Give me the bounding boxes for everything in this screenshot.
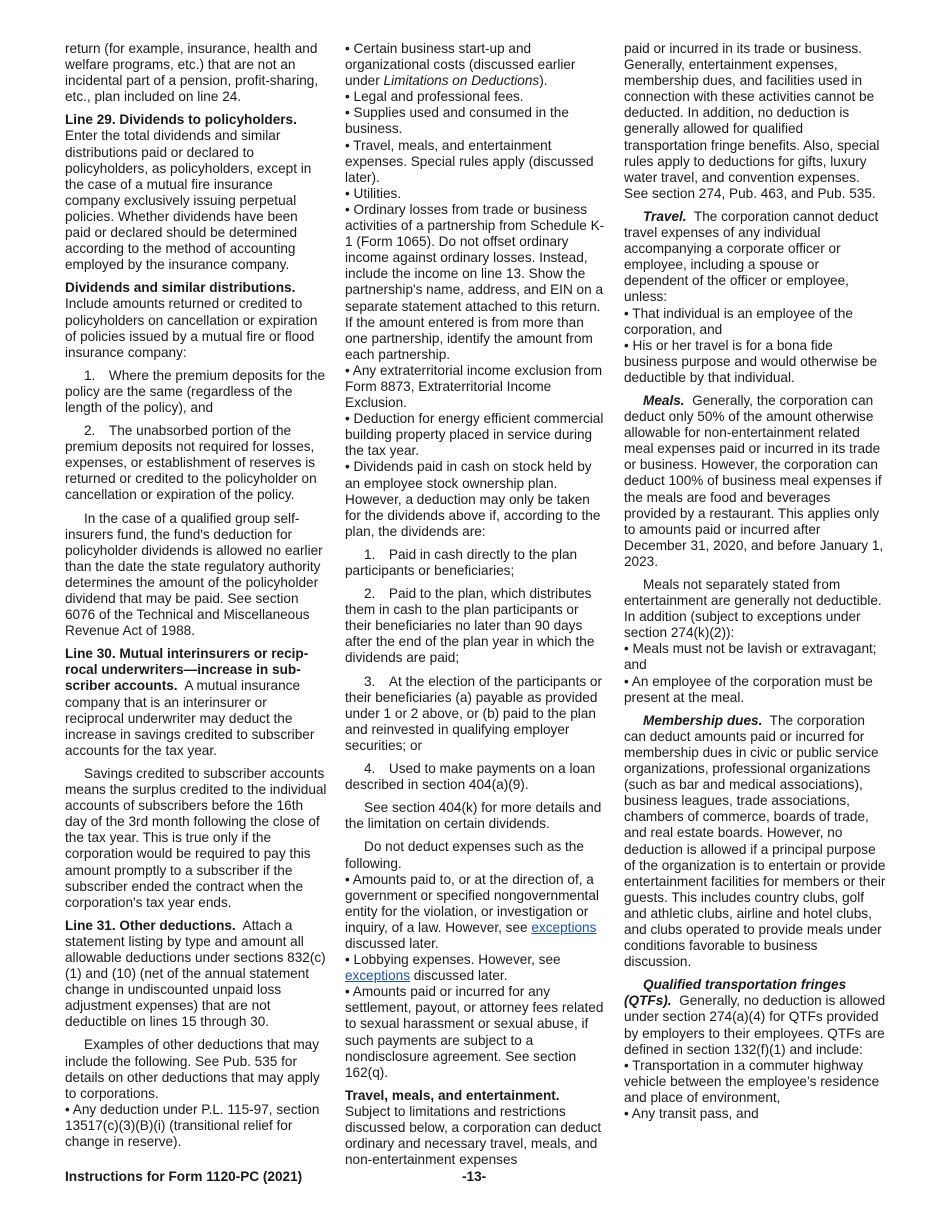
bullet-item: • An employee of the corporation must be present at the meal. (624, 673, 873, 705)
bullet-item: • His or her travel is for a bona fide business purpose and would otherwise be deductible by that individual. (624, 337, 878, 385)
line-31-body: Attach a statement listing by type and amount all allowable deductions under sections 832(c)(1) and (10) (net of the annual statement change in undiscounted unpaid loss adjustment expenses) that are not deductible on lines 15 through 30. (65, 917, 326, 1030)
numbered-item: 2. The unabsorbed portion of the premium deposits not required for losses, expenses, or establishment of reserves is returned or credited to the policyholder on cancellation or expiration of the policy. (65, 423, 317, 503)
bullet-item: • Supplies used and consumed in the business. (345, 105, 569, 137)
paragraph: paid or incurred in its trade or business. Generally, entertainment expenses, membership dues, and facilities used in connection with these activities cannot be deducted. In addition, no deduction is generally allowed for qualified transportation fringe benefits. Also, special rules apply to deductions for gifts, luxury water travel, and convention expenses. See section 274, Pub. 463, and Pub. 535. (624, 41, 880, 201)
paragraph: Meals not separately stated from entertainment are generally not deductible. In addition (subject to exceptions under section 274(k)(2)): (624, 577, 882, 641)
line-29-section (65, 112, 327, 273)
text: • Certain business start-up and organizational costs (discussed earlier under (345, 41, 576, 89)
text: • Lobbying expenses. However, see (345, 952, 561, 968)
travel-section (624, 209, 886, 306)
qtf-section (624, 977, 886, 1057)
paragraph: In the case of a qualified group self-insurers fund, the fund's deduction for policyholder dividends is allowed no earlier than the date the state regulatory authority determines the amount of the policyholder dividend that may be paid. See section 6076 of the Technical and Miscellaneous Revenue Act of 1988. (65, 510, 323, 639)
line-30-section (65, 646, 327, 759)
numbered-item: 3. At the election of the participants or their beneficiaries (a) payable as provided under 1 or 2 above, or (b) paid to the plan and reinvested in qualifying employer securities; or (345, 673, 603, 753)
line-29-heading: Line 29. Dividends to policyholders. (65, 112, 297, 128)
exceptions-link[interactable]: exceptions (531, 919, 597, 935)
paragraph: return (for example, insurance, health and welfare programs, etc.) that are not an incidental part of a pension, profit-sharing, etc., plan included on line 24. (65, 41, 319, 105)
meals-body: Generally, the corporation can deduct only 50% of the amount otherwise allowable for non-entertainment related meal expenses paid or incurred in its trade or business. However, the corporation can deduct 100% of business meal expenses if the meals are food and beverages provided by a restaurant. This applies only to amounts paid or incurred after December 31, 2020, and before January 1, 2023. (624, 392, 884, 569)
bullet-item: • Dividends paid in cash on stock held by an employee stock ownership plan. However, a deduction may only be taken for the dividends above if, according to the plan, the dividends are: (345, 459, 601, 539)
travel-meals-heading: Travel, meals, and entertainment. (345, 1087, 560, 1103)
form-title: Instructions for Form 1120-PC (2021) (65, 1169, 303, 1184)
bullet-item (345, 952, 607, 984)
line-31-heading: Line 31. Other deductions. (65, 917, 236, 933)
travel-body: The corporation cannot deduct travel expenses of any individual accompanying a corporate officer or employee, including a spouse or dependent of the officer or employee, unless: (624, 208, 879, 305)
bullet-item: • Deduction for energy efficient commercial building property placed in service during the tax year. (345, 411, 604, 459)
bullet-item: • Utilities. (345, 185, 402, 201)
numbered-item: 1. Where the premium deposits for the policy are the same (regardless of the length of the policy), and (65, 367, 326, 415)
line-29-body: Enter the total dividends and similar distributions paid or declared to policyholders, as policyholders, except in the case of a mutual fire insurance company exclusively issuing perpetual policies. Whether dividends have been paid or declared should be determined according to the method of accounting employed by the insurance company. (65, 128, 312, 273)
page-footer (65, 1169, 885, 1187)
dividends-section (65, 280, 327, 360)
qtf-heading: Qualified transportation fringes (QTFs). (624, 977, 847, 1009)
meals-section (624, 393, 886, 570)
column-left (65, 41, 327, 1157)
dividends-heading: Dividends and similar distributions. (65, 280, 296, 296)
travel-heading: Travel. (643, 208, 687, 224)
travel-meals-section (345, 1088, 607, 1168)
bullet-item: • Legal and professional fees. (345, 89, 524, 105)
line-31-section (65, 918, 327, 1031)
qtf-body: Generally, no deduction is allowed under section 274(a)(4) for QTFs provided by employers to their employees. QTFs are defined in section 132(f)(1) and include: (624, 993, 886, 1057)
text: • Amounts paid to, or at the direction of, a government or specified nongovernmental entity for the violation, or investigation or inquiry, of a law. However, see (345, 871, 599, 935)
text: ). (539, 73, 548, 89)
paragraph: See section 404(k) for more details and the limitation on certain dividends. (345, 800, 602, 832)
paragraph: Savings credited to subscriber accounts means the surplus credited to the individual accounts of subscribers before the 16th day of the 3rd month following the close of the tax year. This is true only if the corporation would be required to pay this amount promptly to a subscriber if the subscriber ended the contract when the corporation's tax year ends. (65, 765, 327, 910)
membership-dues-body: The corporation can deduct amounts paid or incurred for membership dues in civic or public service organizations, professional organizations (such as bar and medical associations), business leagues, trade associations, chambers of commerce, boards of trade, and real estate boards. However, no deduction is allowed if a principal purpose of the organization is to entertain or provide entertainment facilities for members or their guests. This includes country clubs, golf and athletic clubs, airline and hotel clubs, and clubs operated to provide meals under conditions favorable to business discussion. (624, 712, 886, 970)
membership-dues-section (624, 713, 886, 971)
numbered-item: 2. Paid to the plan, which distributes them in cash to the plan participants or their beneficiaries no later than 90 days after the end of the plan year in which the dividends are paid; (345, 586, 595, 666)
bullet-item: • That individual is an employee of the corporation, and (624, 305, 853, 337)
bullet-item: • Travel, meals, and entertainment expenses. Special rules apply (discussed later). (345, 137, 594, 185)
column-middle (345, 41, 607, 1175)
line-30-body: A mutual insurance company that is an interinsurer or reciprocal underwriter may deduct the increase in savings credited to subscriber accounts for the tax year. (65, 678, 315, 758)
numbered-item: 4. Used to make payments on a loan described in section 404(a)(9). (345, 761, 596, 793)
page-number: -13- (462, 1169, 487, 1184)
meals-heading: Meals. (643, 392, 685, 408)
paragraph: Do not deduct expenses such as the following. (345, 839, 584, 871)
bullet-item: • Any transit pass, and (624, 1106, 759, 1121)
bullet-item: • Amounts paid or incurred for any settlement, payout, or attorney fees related to sexual harassment or sexual abuse, if such payments are subject to a nondisclosure agreement. See section 162(q). (345, 984, 604, 1080)
numbered-item: 1. Paid in cash directly to the plan participants or beneficiaries; (345, 546, 578, 578)
paragraph: Examples of other deductions that may include the following. See Pub. 535 for details on other deductions that may apply to corporations. (65, 1037, 320, 1101)
exceptions-link[interactable]: exceptions (345, 968, 410, 984)
bullet-item: • Any deduction under P.L. 115-97, section 13517(c)(3)(B)(i) (transitional relief for change in reserve). (65, 1101, 320, 1149)
bullet-item (345, 872, 607, 952)
bullet-item (345, 41, 607, 89)
travel-meals-body: Subject to limitations and restrictions discussed below, a corporation can deduct ordinary and necessary travel, meals, and non-entertainment expenses (345, 1103, 602, 1168)
text: discussed later. (410, 968, 508, 984)
line-30-heading: Line 30. Mutual interinsurers or reciprocal underwriters—increase in subscriber accounts. (65, 646, 309, 694)
bullet-item: • Meals must not be lavish or extravagant; and (624, 641, 877, 673)
text: discussed later. (345, 935, 439, 951)
dividends-body: Include amounts returned or credited to policyholders on cancellation or expiration of policies issued by a mutual fire or flood insurance company: (65, 296, 318, 360)
bullet-item: • Ordinary losses from trade or business activities of a partnership from Schedule K-1 (Form 1065). Do not offset ordinary income against ordinary losses. Instead, include the income on line 13. Show the partnership's name, address, and EIN on a separate statement attached to this return. If the amount entered is from more than one partnership, identify the amount from each partnership. (345, 201, 605, 362)
italic-ref: Limitations on Deductions (383, 73, 540, 89)
bullet-item: • Transportation in a commuter highway vehicle between the employee’s residence and place of environment, (624, 1057, 880, 1105)
column-right (624, 41, 886, 1129)
membership-dues-heading: Membership dues. (643, 712, 763, 728)
bullet-item: • Any extraterritorial income exclusion from Form 8873, Extraterritorial Income Exclusion. (345, 362, 603, 411)
